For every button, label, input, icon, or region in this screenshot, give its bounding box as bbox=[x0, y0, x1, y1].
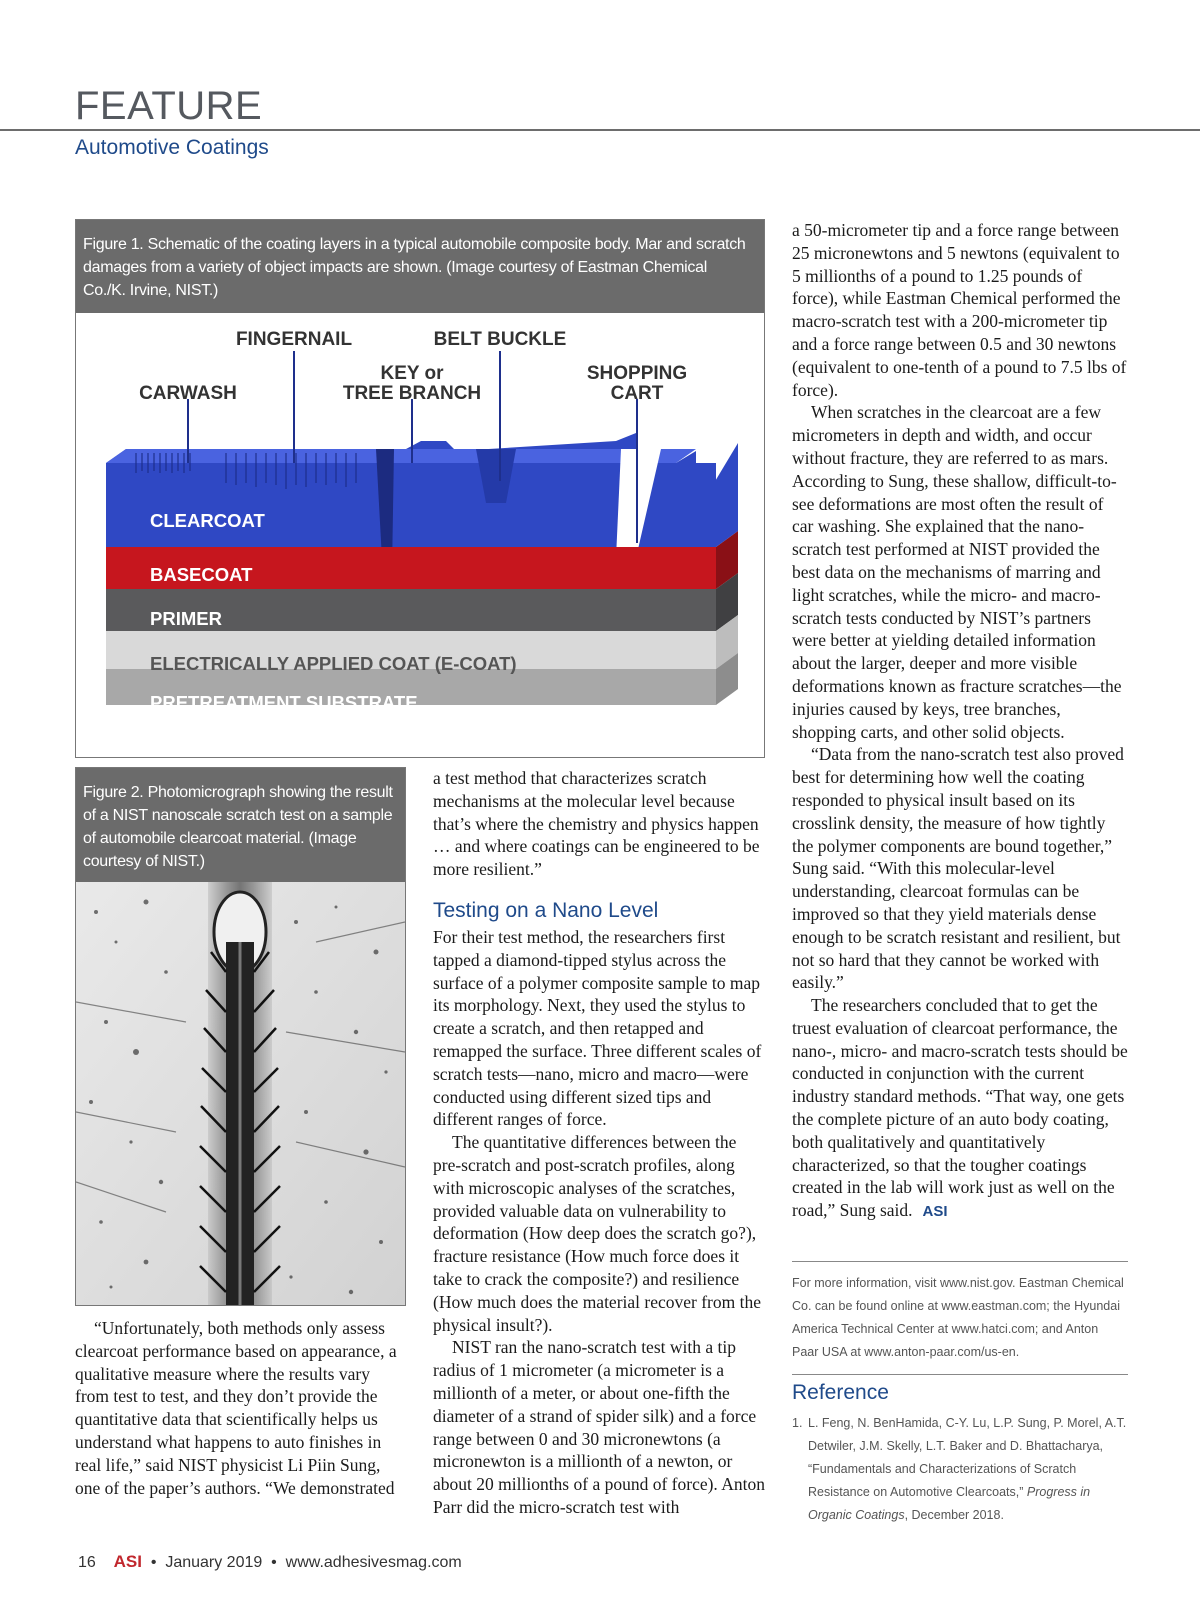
paragraph: When scratches in the clearcoat are a few micrometers in depth and width, and occur without fracture, they are referred to as mars. According to Sung, these shallow, difficult-to-see deformations are most often the result of car washing. She explained that the nano-scratch test performed at NIST provided the best data on the mechanisms of marring and light scratches, while the micro- and macro-scratch tests conducted by NIST’s partners were better at yielding detailed information about the larger, deeper and more visible deformations known as fracture scratches—the injuries caused by keys, tree branches, shopping carts, and other solid objects. bbox=[792, 402, 1122, 742]
issue-date: January 2019 bbox=[165, 1554, 263, 1571]
layer-label-basecoat: BASECOAT bbox=[150, 564, 253, 585]
paragraph: “Unfortunately, both methods only assess clearcoat performance based on appearance, a qualitative measure where the results vary from test to test, and they don’t provide the quantitative data that scientifically helps us understand what happens to auto finishes in real life,” said NIST physicist Li Piin Sung, one of the paper’s authors. “We demonstrated bbox=[75, 1318, 397, 1498]
reference-item bbox=[792, 1412, 1128, 1527]
footer-bullet: • bbox=[150, 1554, 157, 1571]
figure-2-caption: Figure 2. Photomicrograph showing the result of a NIST nanoscale scratch test on a sample of automobile clearcoat material. (Image courtesy of NIST.) bbox=[76, 768, 405, 882]
section-header: FEATURE bbox=[75, 84, 263, 128]
label-shopping-line1: SHOPPING bbox=[586, 363, 688, 384]
end-mark: ASI bbox=[922, 1203, 948, 1221]
label-shopping-line2: CART bbox=[610, 383, 664, 404]
final-paragraph-text: The researchers concluded that to get the truest evaluation of clearcoat performance, the nano-, micro- and macro-scratch tests should be conducted in conjunction with the current industry standard methods. “That way, one gets the complete picture of an auto body coating, both qualitatively and quantitatively characterized, so that the tougher coatings created in the lab will work just as well on the road,” Sung said. bbox=[792, 995, 1128, 1221]
reference-date: , December 2018. bbox=[904, 1508, 1004, 1522]
paragraph: For their test method, the researchers first tapped a diamond-tipped stylus across the surface of a polymer composite sample to map its morphology. Next, they used the stylus to create a scratch, and then retapped and remapped the surface. Three different scales of scratch tests—nano, micro and macro—were conducted using different sized tips and different ranges of force. bbox=[433, 926, 762, 1130]
figure-1-caption: Figure 1. Schematic of the coating layers in a typical automobile composite body. Mar and scratch damages from a variety of object impacts are shown. (Image courtesy of Eastman Chemical Co./K. Irvine, NIST.) bbox=[76, 220, 764, 313]
paragraph: “Data from the nano-scratch test also proved best for determining how well the coating responded to physical insult based on its crosslink density, the measure of how tightly the polymer components are bound together,” Sung said. “With this molecular-level understanding, clearcoat formulas can be improved so that they yield materials dense enough to be scratch resistant and resilient, but not so hard that they cannot be worked with easily.” bbox=[792, 744, 1124, 993]
label-carwash: CARWASH bbox=[139, 383, 237, 404]
section-subtitle: Automotive Coatings bbox=[75, 136, 269, 159]
info-divider-top bbox=[792, 1261, 1128, 1262]
magazine-logo: ASI bbox=[113, 1552, 142, 1571]
paragraph: a 50-micrometer tip and a force range between 25 micronewtons and 5 newtons (equivalent to 5 millionths of a pound to 1.25 pounds of force), while Eastman Chemical performed the macro-scratch test with a 200-micrometer tip and a force range between 0.5 and 30 newtons (equivalent to one-tenth of a pound to 7.5 lbs of force). bbox=[792, 220, 1127, 400]
figure-2 bbox=[75, 767, 406, 1306]
label-belt-buckle: BELT BUCKLE bbox=[433, 329, 567, 350]
label-key-line1: KEY or bbox=[380, 363, 444, 384]
paragraph: The quantitative differences between the pre-scratch and post-scratch profiles, along with microscopic analyses of the scratches, provided valuable data on vulnerability to deformation (How deep does the scratch go?), fracture resistance (How much force does it take to crack the composite?) and resilience (How much does the material recover from the physical insult?). bbox=[433, 1132, 761, 1335]
reference-number: 1. bbox=[792, 1416, 803, 1430]
figure-1 bbox=[75, 219, 765, 758]
reference-list bbox=[792, 1412, 1128, 1527]
layer-label-substrate: PRETREATMENT SUBSTRATE bbox=[150, 692, 418, 713]
reference-heading: Reference bbox=[792, 1381, 889, 1404]
column-3-text bbox=[792, 219, 1128, 1224]
layer-label-clearcoat: CLEARCOAT bbox=[150, 510, 265, 531]
scratch-photomicrograph bbox=[76, 882, 405, 1305]
column-1-text bbox=[75, 1317, 406, 1499]
reference-journal: Progress in Organic Coatings bbox=[808, 1485, 1091, 1522]
page-footer bbox=[78, 1552, 462, 1572]
layer-label-primer: PRIMER bbox=[150, 608, 222, 629]
website-url: www.adhesivesmag.com bbox=[285, 1554, 462, 1571]
reference-authors: L. Feng, N. BenHamida, C-Y. Lu, L.P. Sung, P. Morel, A.T. Detwiler, J.M. Skelly, L.T. Baker and D. Bhattacharya, “Fundamentals and Characterizations of Scratch Resistance on Automotive Clearcoats,” bbox=[808, 1416, 1127, 1499]
column-2-text bbox=[433, 767, 768, 1519]
clearcoat-top bbox=[106, 449, 696, 463]
footer-bullet: • bbox=[271, 1554, 277, 1571]
label-fingernail: FINGERNAIL bbox=[235, 329, 353, 350]
layer-label-ecoat: ELECTRICALLY APPLIED COAT (E-COAT) bbox=[150, 653, 517, 674]
header-divider bbox=[0, 129, 1200, 131]
page-number: 16 bbox=[78, 1554, 96, 1571]
coating-layers-diagram bbox=[76, 313, 764, 757]
subheading: Testing on a Nano Level bbox=[433, 898, 659, 922]
more-info-text: For more information, visit www.nist.gov. Eastman Chemical Co. can be found online at www.eastman.com; the Hyundai America Technical Center at www.hatci.com; and Anton Paar USA at www.anton-paar.com/us-en. bbox=[792, 1276, 1124, 1359]
paragraph: a test method that characterizes scratch mechanisms at the molecular level because that’s where the chemistry and physics happen … and where coatings can be engineered to be more resilient.” bbox=[433, 768, 760, 880]
info-divider-bottom bbox=[792, 1374, 1128, 1375]
paragraph bbox=[792, 994, 1128, 1224]
label-key-line2: TREE BRANCH bbox=[342, 383, 482, 404]
paragraph: NIST ran the nano-scratch test with a tip radius of 1 micrometer (a micrometer is a millionth of a meter, or about one-fifth the diameter of a strand of spider silk) and a force range between 0 and 30 micronewtons (a micronewton is a millionth of a newton, or about 20 millionths of a pound of force). Anton Parr did the micro-scratch test with bbox=[433, 1337, 765, 1517]
